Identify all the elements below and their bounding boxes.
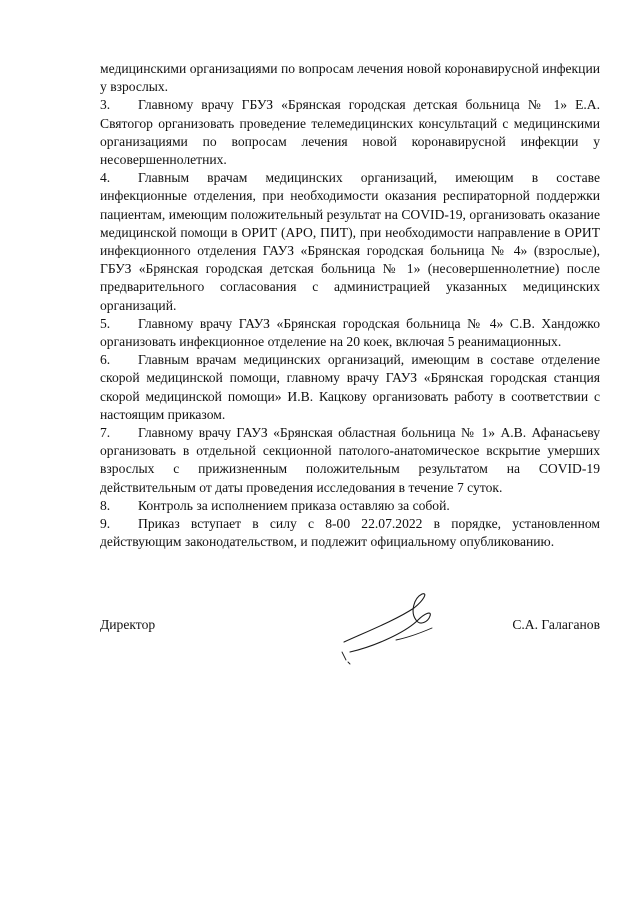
- item-number: 5.: [100, 315, 111, 331]
- signature-block: [100, 612, 600, 682]
- handwritten-signature-mark: [336, 590, 446, 670]
- lead-in-paragraph: медицинскими организациями по вопросам лечения новой коронавирусной инфекции у взрослых.: [100, 61, 600, 95]
- item-text: Главным врачам медицинских организаций, имеющим в составе инфекционные отделения, при необходимости оказания респираторной поддержки пациентам, имеющим положительный результат на COVID-19, организовать оказание медицинской помощи в ОРИТ (АРО, ПИТ), при необходимости направление в ОРИТ инфекционного отделения ГАУЗ «Брянская городская больница № 4» (взрослые), ГБУЗ «Брянская городская детская больница № 1» (несовершеннолетние) после предварительного согласования с администрацией указанных медицинских организаций.: [100, 170, 600, 313]
- item-number: 3.: [100, 97, 111, 113]
- order-item-3: [100, 96, 600, 169]
- signature-stroke-tail: [342, 652, 350, 664]
- order-item-4: [100, 169, 600, 315]
- item-text: Главным врачам медицинских организаций, имеющим в составе отделение скорой медицинской помощи, главному врачу ГАУЗ «Брянская городская станция скорой медицинской помощи» И.В. Кацкову организовать работу в соответствии с настоящим приказом.: [100, 352, 600, 422]
- order-item-8: [100, 497, 600, 515]
- item-number: 6.: [100, 352, 111, 368]
- order-item-7: [100, 424, 600, 497]
- item-text: Главному врачу ГБУЗ «Брянская городская детская больница № 1» Е.А. Святогор организовать проведение телемедицинских консультаций с медицинскими организациями по вопросам лечения новой коронавирусной инфекции у несовершеннолетних.: [100, 97, 600, 168]
- item-text: Контроль за исполнением приказа оставляю за собой.: [138, 497, 450, 513]
- order-item-9: [100, 515, 600, 551]
- order-item-6: [100, 351, 600, 424]
- item-number: 4.: [100, 170, 111, 186]
- item-text: Главному врачу ГАУЗ «Брянская городская больница № 4» С.В. Хандожко организовать инфекционное отделение на 20 коек, включая 5 реанимационных.: [100, 315, 600, 350]
- item-text: Приказ вступает в силу с 8-00 22.07.2022 в порядке, установленном действующим законодательством, и подлежит официальному опубликованию.: [100, 516, 600, 550]
- signer-title: Директор: [100, 617, 156, 632]
- signature-stroke-main: [344, 594, 430, 652]
- order-item-5: [100, 315, 600, 351]
- document-body: [100, 60, 600, 551]
- item-text: Главному врачу ГАУЗ «Брянская областная больница № 1» А.В. Афанасьеву организовать в отдельной секционной патолого-анатомическое вскрытие умерших взрослых с прижизненным положительным результатом на COVID-19 действительным от даты проведения исследования в течение 7 суток.: [100, 425, 600, 495]
- signature-stroke-underline: [396, 628, 432, 640]
- item-number: 7.: [100, 425, 111, 441]
- signer-name: С.А. Галаганов: [512, 617, 600, 632]
- item-number: 8.: [100, 497, 111, 513]
- item-number: 9.: [100, 516, 111, 532]
